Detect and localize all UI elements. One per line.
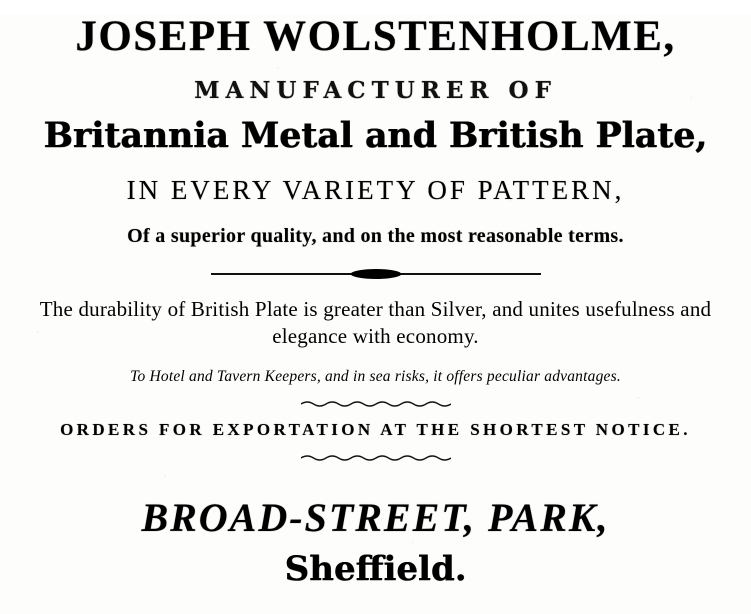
street-address: BROAD-STREET, PARK, [141,494,610,540]
wavy-rule-top-icon [301,400,451,408]
durability-paragraph: The durability of British Plate is greater than Silver, and unites usefulness and elegance with economy. [39,297,712,349]
wavy-rule-bottom-icon [301,454,451,462]
orders-exportation-line: ORDERS FOR EXPORTATION AT THE SHORTEST NOTICE. [60,419,691,439]
product-line: Britannia Metal and British Plate, [43,115,708,157]
variety-line: IN EVERY VARIETY OF PATTERN, [126,175,625,206]
hotel-tavern-note: To Hotel and Tavern Keepers, and in sea risks, it offers peculiar advantages. [130,367,621,385]
proprietor-name: JOSEPH WOLSTENHOLME, [75,13,676,60]
lozenge-rule-ornament [211,268,541,280]
lozenge-icon [350,269,401,279]
quality-line: Of a superior quality, and on the most reasonable terms. [127,225,624,248]
advertisement-page [0,14,751,614]
manufacturer-label: MANUFACTURER OF [194,77,557,105]
city-name: Sheffield. [284,548,467,589]
